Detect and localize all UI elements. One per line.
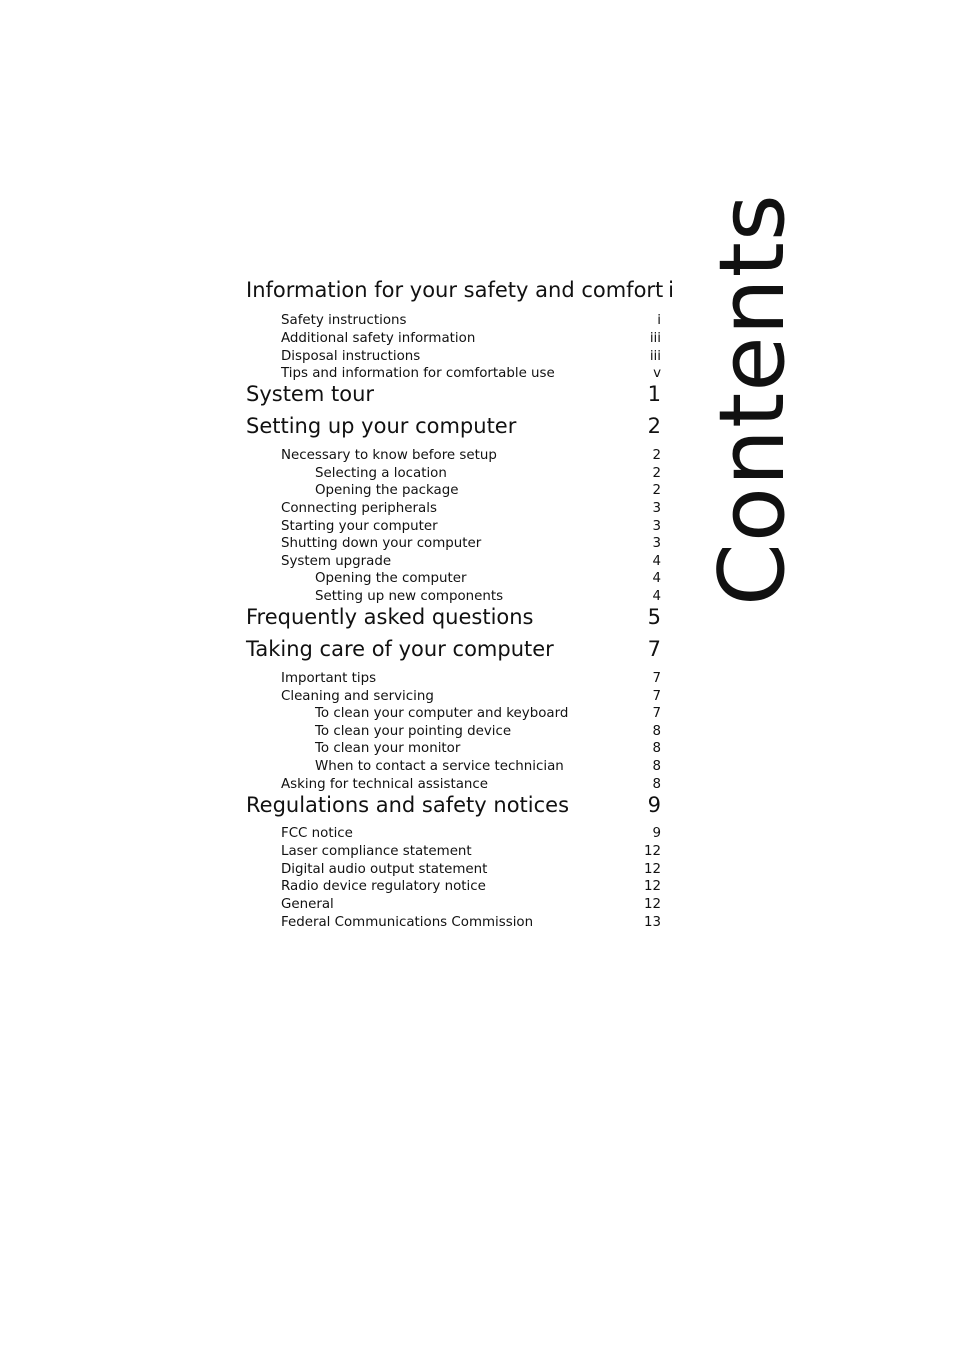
toc-page-number: 2: [647, 414, 661, 438]
toc-entry[interactable]: [246, 670, 661, 687]
toc-entry-label: To clean your computer and keyboard: [315, 706, 569, 721]
toc-entry[interactable]: [246, 500, 661, 517]
toc-page-number: 12: [643, 897, 661, 912]
toc-section-title: System tour: [246, 382, 375, 406]
toc-section-heading[interactable]: [246, 413, 661, 439]
toc-section-heading[interactable]: [246, 381, 661, 407]
toc-page-number: 2: [652, 448, 661, 463]
toc-entry[interactable]: [246, 465, 661, 482]
toc-entry[interactable]: [246, 740, 661, 757]
toc-entry[interactable]: [246, 861, 661, 878]
toc-entry-label: Connecting peripherals: [281, 501, 437, 516]
toc-page-number: 7: [652, 706, 661, 721]
toc-page-number: 5: [647, 605, 661, 629]
toc-entry-label: Shutting down your computer: [281, 536, 482, 551]
toc-entry-label: FCC notice: [281, 826, 353, 841]
page-title: Contents: [700, 193, 805, 606]
toc-entry-label: Setting up new components: [315, 589, 504, 604]
toc-page-number: 12: [643, 844, 661, 859]
toc-section-title: Taking care of your computer: [246, 637, 554, 661]
toc-page-number: 12: [643, 879, 661, 894]
toc-page-number: 8: [652, 741, 661, 756]
toc-entry[interactable]: [246, 365, 661, 382]
toc-page-number: 12: [643, 862, 661, 877]
toc-page-number: 3: [652, 536, 661, 551]
toc-section-title: Frequently asked questions: [246, 605, 534, 629]
toc-entry[interactable]: [246, 570, 661, 587]
toc-entry-label: System upgrade: [281, 554, 392, 569]
toc-entry-label: Additional safety information: [281, 331, 476, 346]
toc-entry[interactable]: [246, 758, 661, 775]
toc-entry[interactable]: [246, 825, 661, 842]
toc-entry-label: Opening the package: [315, 483, 459, 498]
toc-entry-label: Necessary to know before setup: [281, 448, 497, 463]
toc-entry[interactable]: [246, 896, 661, 913]
toc-entry-label: To clean your pointing device: [315, 724, 512, 739]
toc-section-title: Setting up your computer: [246, 414, 517, 438]
toc-page-number: v: [653, 366, 661, 381]
toc-page-number: 3: [652, 519, 661, 534]
toc-entry-label: Asking for technical assistance: [281, 777, 489, 792]
toc-section-heading[interactable]: [246, 636, 661, 662]
toc-page-number: iii: [649, 349, 661, 364]
toc-page-number: 9: [647, 793, 661, 817]
toc-entry[interactable]: [246, 535, 661, 552]
toc-entry-label: Selecting a location: [315, 466, 447, 481]
toc-page-number: iii: [649, 331, 661, 346]
toc-entry-label: Laser compliance statement: [281, 844, 472, 859]
toc-entry-label: Cleaning and servicing: [281, 689, 434, 704]
toc-section-heading[interactable]: [246, 277, 674, 303]
toc-entry-label: Tips and information for comfortable use: [281, 366, 555, 381]
toc-page-number: 8: [652, 759, 661, 774]
toc-section-title: Regulations and safety notices: [246, 793, 570, 817]
toc-entry-label: When to contact a service technician: [315, 759, 564, 774]
toc-entry-label: Federal Communications Commission: [281, 915, 534, 930]
toc-entry-label: Disposal instructions: [281, 349, 421, 364]
toc-entry[interactable]: [246, 312, 661, 329]
toc-entry-label: Radio device regulatory notice: [281, 879, 486, 894]
toc-entry-label: Starting your computer: [281, 519, 438, 534]
toc-entry[interactable]: [246, 705, 661, 722]
toc-entry[interactable]: [246, 447, 661, 464]
toc-page-number: 7: [647, 637, 661, 661]
toc-entry[interactable]: [246, 688, 661, 705]
toc-entry-label: Opening the computer: [315, 571, 467, 586]
toc-entry[interactable]: [246, 348, 661, 365]
toc-entry-label: Important tips: [281, 671, 377, 686]
toc-entry[interactable]: [246, 330, 661, 347]
toc-page-number: 7: [652, 671, 661, 686]
toc-entry[interactable]: [246, 518, 661, 535]
toc-entry[interactable]: [246, 843, 661, 860]
toc-page-number: 9: [652, 826, 661, 841]
toc-entry-label: Digital audio output statement: [281, 862, 488, 877]
toc-entry[interactable]: [246, 588, 661, 605]
toc-entry[interactable]: [246, 914, 661, 931]
toc-page-number: 3: [652, 501, 661, 516]
toc-entry-label: To clean your monitor: [315, 741, 461, 756]
toc-entry[interactable]: [246, 776, 661, 793]
toc-page-number: i: [668, 278, 674, 302]
toc-page-number: 13: [643, 915, 661, 930]
toc-page-number: 7: [652, 689, 661, 704]
toc-page-number: i: [657, 313, 661, 328]
toc-page-number: 8: [652, 777, 661, 792]
toc-entry-label: General: [281, 897, 334, 912]
toc-page-number: 1: [647, 382, 661, 406]
toc-section-title: Information for your safety and comfort: [246, 278, 664, 302]
toc-page-number: 8: [652, 724, 661, 739]
toc-page-number: 2: [652, 466, 661, 481]
toc-page-number: 4: [652, 554, 661, 569]
toc-entry[interactable]: [246, 878, 661, 895]
toc-page-number: 4: [652, 589, 661, 604]
toc-page-number: 2: [652, 483, 661, 498]
toc-entry[interactable]: [246, 723, 661, 740]
toc-page-number: 4: [652, 571, 661, 586]
toc-section-heading[interactable]: [246, 604, 661, 630]
toc-entry[interactable]: [246, 553, 661, 570]
toc-section-heading[interactable]: [246, 792, 661, 818]
toc-entry-label: Safety instructions: [281, 313, 407, 328]
toc-entry[interactable]: [246, 482, 661, 499]
